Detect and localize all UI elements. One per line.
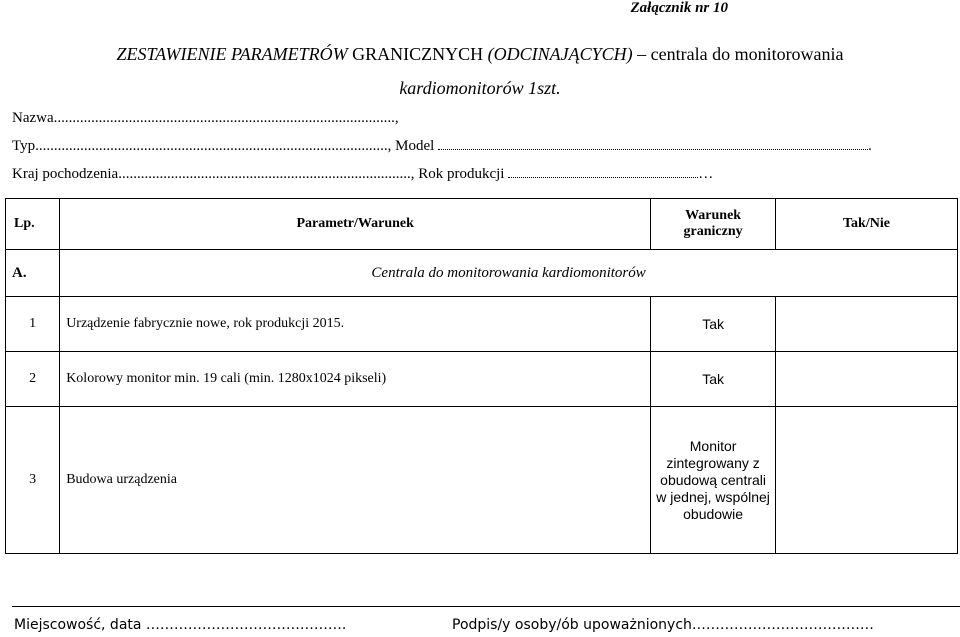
footer-divider bbox=[12, 606, 960, 607]
attachment-label: Załącznik nr 10 bbox=[630, 0, 728, 16]
row-warunek: Monitor zintegrowany z obudową centrali w jednej, wspólnej obudowie bbox=[651, 407, 776, 554]
row-tak-nie-cell[interactable] bbox=[775, 407, 957, 554]
header-warunek: Warunek graniczny bbox=[651, 199, 776, 250]
row-tak-nie-cell[interactable] bbox=[775, 297, 957, 352]
header-param: Parametr/Warunek bbox=[60, 199, 651, 250]
parameters-table bbox=[5, 198, 958, 554]
row-lp: 3 bbox=[6, 407, 60, 554]
title-part-3: (ODCINAJĄCYCH) bbox=[483, 44, 633, 64]
header-lp: Lp. bbox=[6, 199, 60, 250]
field-kraj-rok bbox=[12, 166, 713, 183]
field-typ-end: . bbox=[868, 138, 872, 154]
document-title-line2: kardiomonitorów 1szt. bbox=[399, 78, 561, 98]
title-part-4: – centrala do monitorowania bbox=[632, 44, 844, 64]
field-typ-label: Typ.............................................................................................., Model bbox=[12, 138, 435, 154]
field-kraj-end: … bbox=[698, 166, 714, 182]
table-row bbox=[6, 352, 958, 407]
field-kraj-label: Kraj pochodzenia.............................................................................., Rok produkcji bbox=[12, 166, 505, 182]
footer-signature: Podpis/y osoby/ób upoważnionych………………………………… bbox=[452, 617, 874, 633]
field-typ-model bbox=[12, 138, 872, 155]
model-blank-line bbox=[438, 149, 868, 150]
row-tak-nie-cell[interactable] bbox=[775, 352, 957, 407]
row-lp: 1 bbox=[6, 297, 60, 352]
header-tak-nie: Tak/Nie bbox=[775, 199, 957, 250]
footer-place-date: Miejscowość, data ……………………………………. bbox=[14, 617, 347, 633]
row-param: Urządzenie fabrycznie nowe, rok produkcji 2015. bbox=[60, 297, 651, 352]
row-lp: 2 bbox=[6, 352, 60, 407]
document-title bbox=[0, 44, 960, 65]
section-title: Centrala do monitorowania kardiomonitorów bbox=[60, 250, 958, 297]
row-param: Budowa urządzenia bbox=[60, 407, 651, 554]
row-warunek: Tak bbox=[651, 352, 776, 407]
rok-blank-line bbox=[508, 177, 698, 178]
section-lp: A. bbox=[6, 250, 60, 297]
row-param: Kolorowy monitor min. 19 cali (min. 1280x1024 pikseli) bbox=[60, 352, 651, 407]
section-row bbox=[6, 250, 958, 297]
table-row bbox=[6, 297, 958, 352]
title-part-2: GRANICZNYCH bbox=[347, 44, 484, 64]
row-warunek: Tak bbox=[651, 297, 776, 352]
field-nazwa: Nazwa..........................................................................................., bbox=[12, 110, 399, 126]
title-part-1: ZESTAWIENIE PARAMETRÓW bbox=[116, 44, 348, 64]
table-row bbox=[6, 407, 958, 554]
table-header-row bbox=[6, 199, 958, 250]
